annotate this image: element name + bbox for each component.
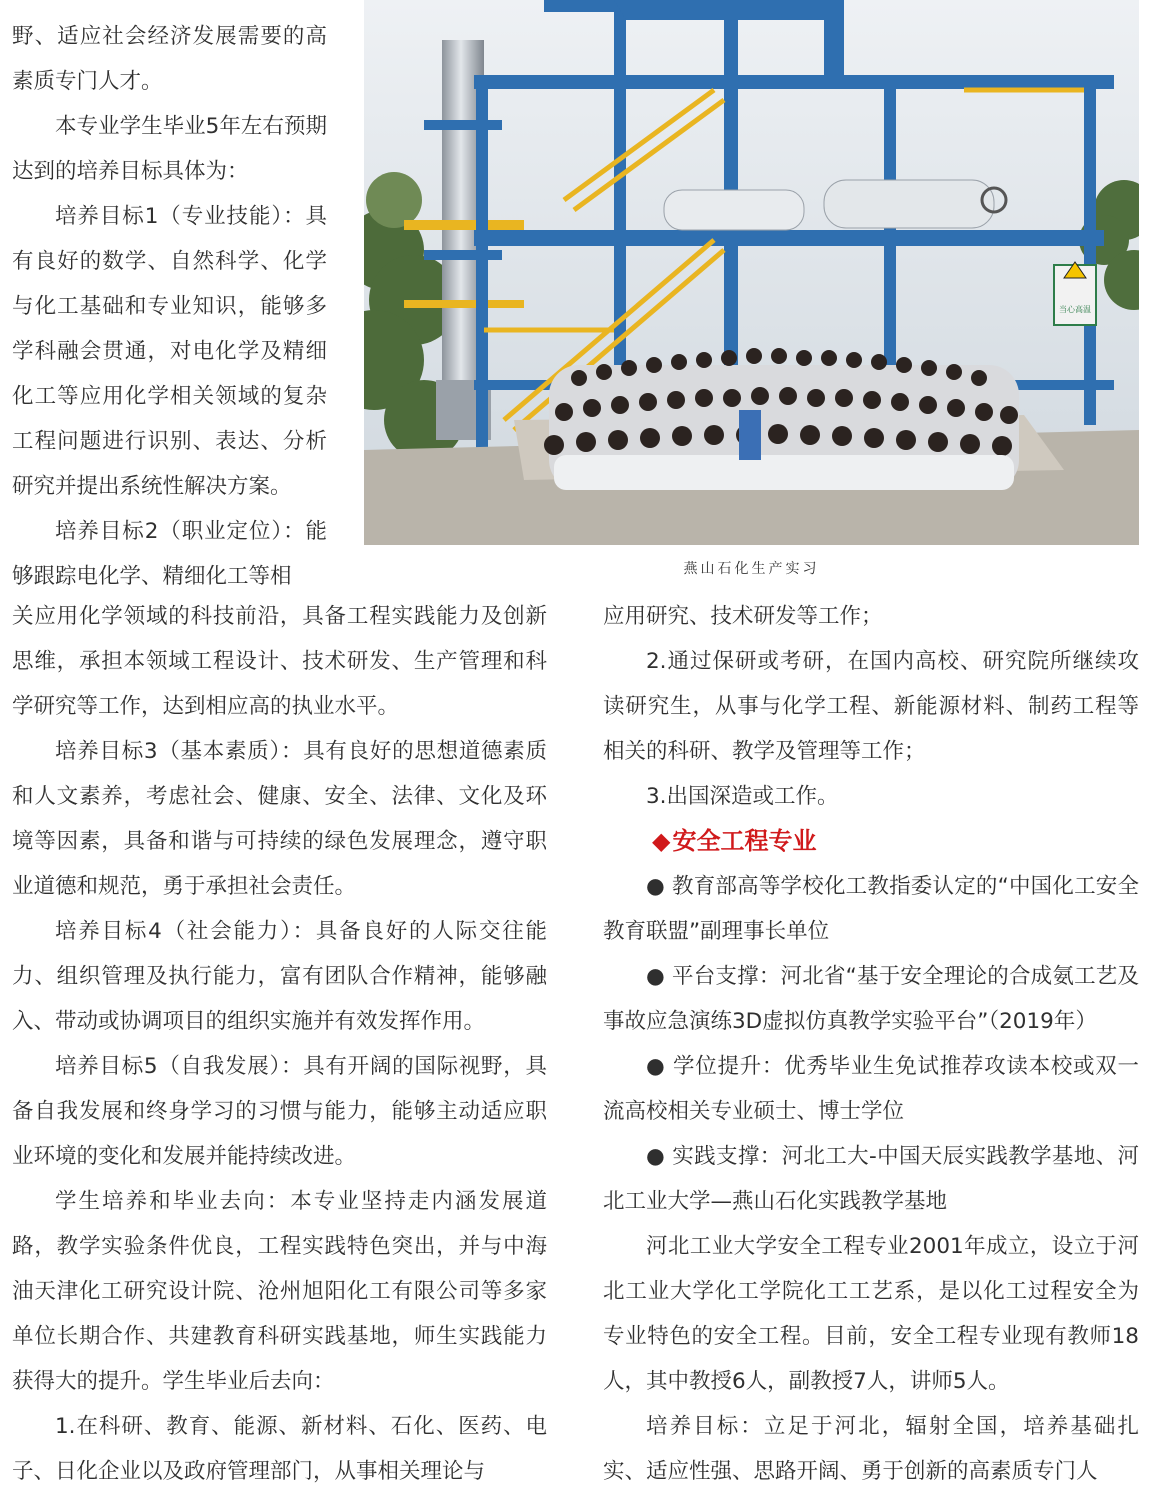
safety-sign (1054, 262, 1096, 325)
paragraph-destination-3: 3.出国深造或工作。 (646, 784, 839, 809)
section-heading-text: 安全工程专业 (672, 827, 817, 855)
paragraph-goal-2-start: 培养目标2（职业定位）：能够跟踪电化学、精细化工等相 (12, 519, 327, 589)
paragraph-goal-2-rest: 关应用化学领域的科技前沿，具备工程实践能力及创新思维，承担本领域工程设计、技术研发、生产管理和科学研究等工作，达到相应高的执业水平。 (12, 604, 547, 719)
bullet-alliance: ● 教育部高等学校化工教指委认定的“中国化工安全教育联盟”副理事长单位 (603, 874, 1139, 944)
paragraph-intro-end: 野、适应社会经济发展需要的高素质专门人才。 (12, 24, 327, 94)
paragraph-goal-4: 培养目标4（社会能力）：具备良好的人际交往能力、组织管理及执行能力，富有团队合作精神，能够融入、带动或协调项目的组织实施并有效发挥作用。 (12, 919, 547, 1034)
paragraph-goals-intro: 本专业学生毕业5年左右预期达到的培养目标具体为： (12, 114, 327, 184)
paragraph-safety-goal: 培养目标：立足于河北，辐射全国，培养基础扎实、适应性强、思路开阔、勇于创新的高素质专门人 (603, 1414, 1139, 1484)
paragraph-goal-1: 培养目标1（专业技能）：具有良好的数学、自然科学、化学与化工基础和专业知识，能够多学科融会贯通，对电化学及精细化工等应用化学相关领域的复杂工程问题进行识别、表达、分析研究并提出系统性解决方案。 (12, 204, 327, 499)
bullet-degree: ● 学位提升：优秀毕业生免试推荐攻读本校或双一流高校相关专业硕士、博士学位 (603, 1054, 1139, 1124)
paragraph-goal-3: 培养目标3（基本素质）：具有良好的思想道德素质和人文素养，考虑社会、健康、安全、法律、文化及环境等因素，具备和谐与可持续的绿色发展理念，遵守职业道德和规范，勇于承担社会责任。 (12, 739, 547, 899)
safety-sign-text: 当心高温 (1059, 305, 1091, 314)
diamond-bullet-icon: ◆ (652, 827, 671, 855)
student-group (544, 348, 1019, 490)
photo-caption: 燕山石化生产实习 (683, 561, 820, 577)
paragraph-destination-2: 2.通过保研或考研，在国内高校、研究院所继续攻读研究生，从事与化学工程、新能源材料、制药工程等相关的科研、教学及管理等工作； (603, 649, 1139, 764)
bullet-platform: ● 平台支撑：河北省“基于安全理论的合成氨工艺及事故应急演练3D虚拟仿真教学实验平台”（2019年） (603, 964, 1139, 1034)
paragraph-training-destination: 学生培养和毕业去向：本专业坚持走内涵发展道路，教学实验条件优良，工程实践特色突出，并与中海油天津化工研究设计院、沧州旭阳化工有限公司等多家单位长期合作、共建教育科研实践基地，师生实践能力获得大的提升。学生毕业后去向： (12, 1189, 547, 1394)
paragraph-destination-1: 1.在科研、教育、能源、新材料、石化、医药、电子、日化企业以及政府管理部门，从事相关理论与 (12, 1414, 547, 1484)
photo-yanshan-practice (364, 0, 1139, 545)
industrial-plant-illustration (364, 0, 1139, 545)
bullet-practice: ● 实践支撑：河北工大-中国天辰实践教学基地、河北工业大学—燕山石化实践教学基地 (603, 1144, 1139, 1214)
paragraph-destination-1-end: 应用研究、技术研发等工作； (603, 604, 883, 629)
paragraph-goal-5: 培养目标5（自我发展）：具有开阔的国际视野，具备自我发展和终身学习的习惯与能力，能够主动适应职业环境的变化和发展并能持续改进。 (12, 1054, 547, 1169)
paragraph-safety-intro: 河北工业大学安全工程专业2001年成立，设立于河北工业大学化工学院化工工艺系，是以化工过程安全为专业特色的安全工程。目前，安全工程专业现有教师18人，其中教授6人，副教授7人，讲师5人。 (603, 1234, 1139, 1394)
teacher-blue-shirt (739, 410, 761, 460)
section-heading-safety-engineering (652, 823, 816, 859)
